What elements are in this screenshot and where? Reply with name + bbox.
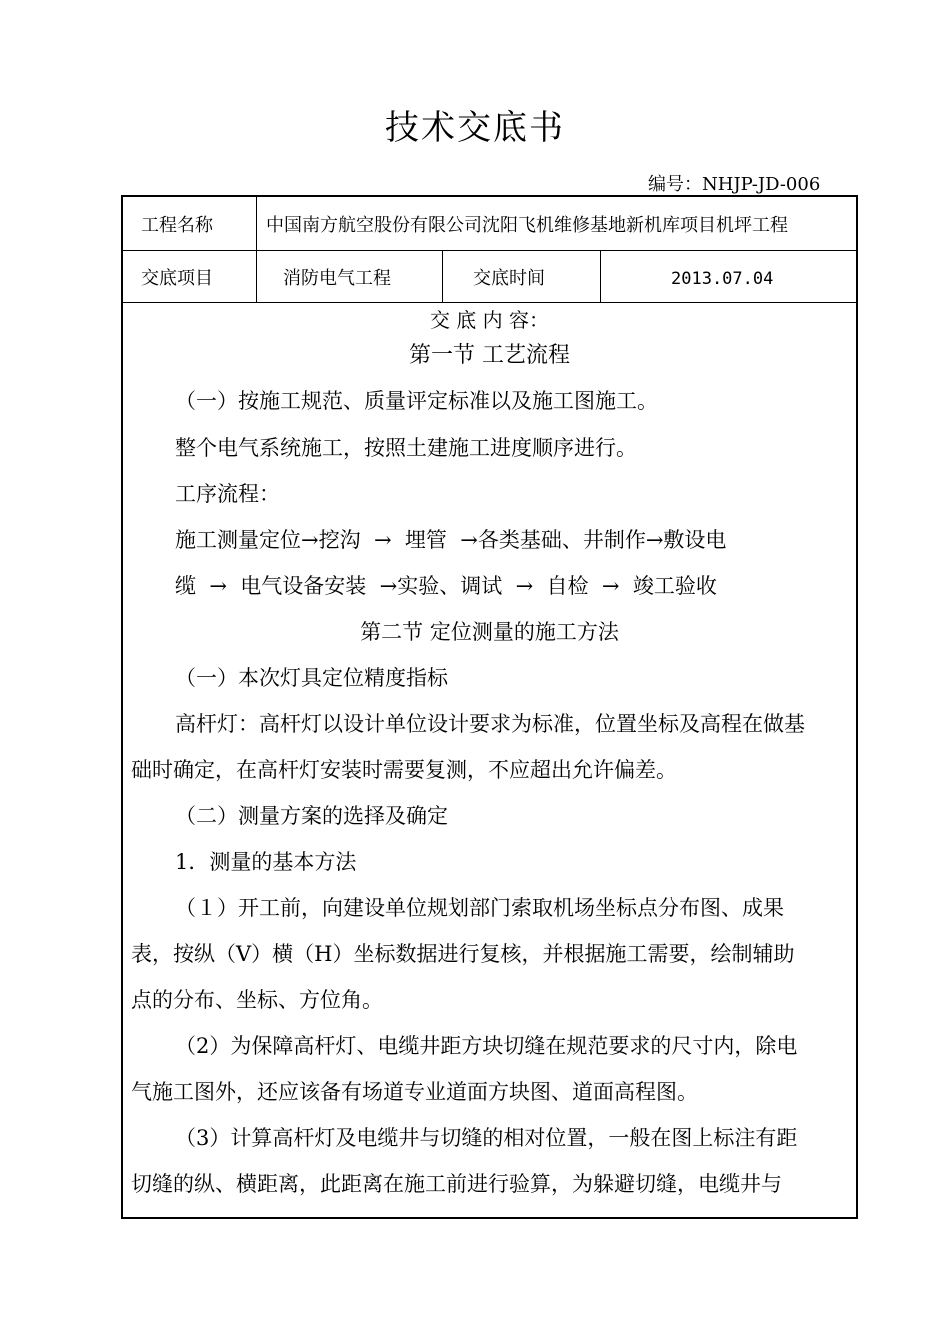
process-flow-line: 施工测量定位→挖沟 → 埋管 →各类基础、井制作→敷设电 <box>175 528 727 552</box>
row-divider <box>123 302 856 303</box>
paragraph: （１）开工前，向建设单位规划部门索取机场坐标点分布图、成果 <box>175 896 784 920</box>
project-name-label: 工程名称 <box>141 215 213 236</box>
paragraph: 整个电气系统施工，按照土建施工进度顺序进行。 <box>175 436 637 460</box>
paragraph: （3）计算高杆灯及电缆井与切缝的相对位置，一般在图上标注有距 <box>175 1126 798 1150</box>
handover-item-value: 消防电气工程 <box>283 268 391 289</box>
handover-time-value: 2013.07.04 <box>671 269 774 289</box>
paragraph: （一）本次灯具定位精度指标 <box>175 666 448 690</box>
paragraph: 气施工图外，还应该备有场道专业道面方块图、道面高程图。 <box>131 1080 698 1104</box>
paragraph: 表，按纵（V）横（H）坐标数据进行复核，并根据施工需要，绘制辅助 <box>131 942 795 966</box>
section-1-title: 第一节 工艺流程 <box>409 343 570 368</box>
paragraph: （二）测量方案的选择及确定 <box>175 804 448 828</box>
document-number: 编号：NHJP-JD-006 <box>648 174 821 195</box>
section-2-title: 第二节 定位测量的施工方法 <box>360 620 619 644</box>
handover-time-label: 交底时间 <box>473 268 545 289</box>
project-name-value: 中国南方航空股份有限公司沈阳飞机维修基地新机库项目机坪工程 <box>266 215 788 236</box>
document-title: 技术交底书 <box>385 108 565 148</box>
content-heading: 交 底 内 容： <box>429 308 550 332</box>
paragraph: 高杆灯：高杆灯以设计单位设计要求为标准，位置坐标及高程在做基 <box>175 712 805 736</box>
paragraph: （一）按施工规范、质量评定标准以及施工图施工。 <box>175 389 658 413</box>
column-divider <box>600 250 601 302</box>
paragraph: 1．测量的基本方法 <box>175 850 357 874</box>
paragraph: 切缝的纵、横距离，此距离在施工前进行验算，为躲避切缝，电缆井与 <box>131 1172 782 1196</box>
handover-content <box>123 305 856 1217</box>
handover-table <box>121 195 858 1219</box>
process-flow-line: 缆 → 电气设备安装 →实验、调试 → 自检 → 竣工验收 <box>175 574 717 598</box>
column-divider <box>256 197 257 302</box>
paragraph: 础时确定，在高杆灯安装时需要复测，不应超出允许偏差。 <box>131 758 677 782</box>
paragraph: 点的分布、坐标、方位角。 <box>131 988 383 1012</box>
paragraph: 工序流程： <box>175 482 280 506</box>
row-divider <box>123 250 856 251</box>
handover-item-label: 交底项目 <box>141 268 213 289</box>
paragraph: （2）为保障高杆灯、电缆井距方块切缝在规范要求的尺寸内，除电 <box>175 1034 798 1058</box>
column-divider <box>442 250 443 302</box>
